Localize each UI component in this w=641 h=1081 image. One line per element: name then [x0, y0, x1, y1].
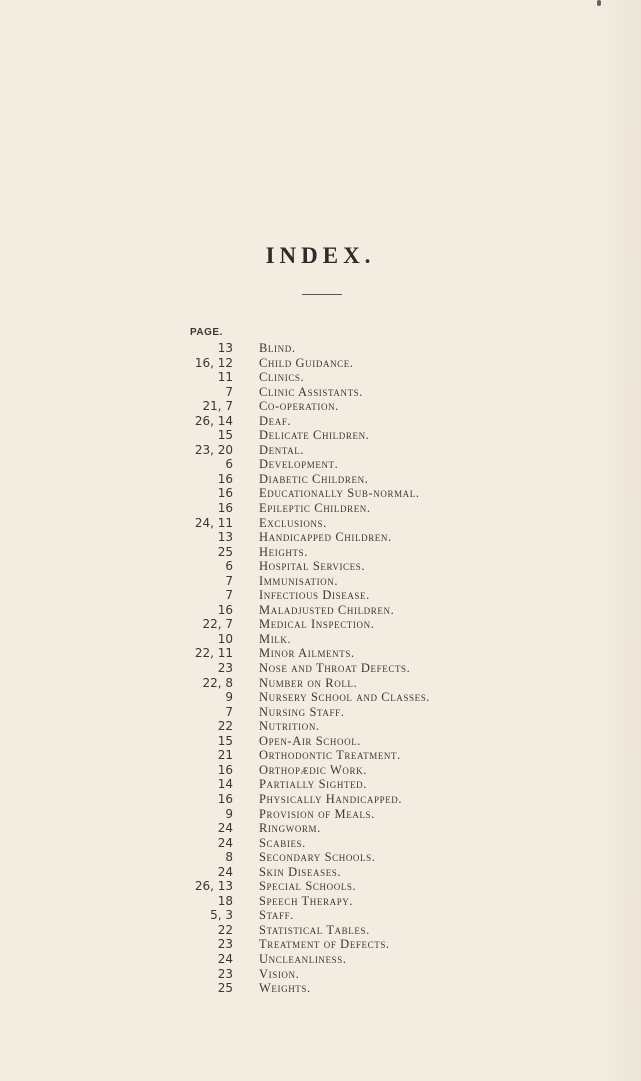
index-entry	[170, 908, 430, 923]
index-page-number: 22	[217, 922, 233, 937]
index-subject: Heights.	[259, 544, 308, 559]
index-entry	[170, 414, 430, 429]
index-page-number: 7	[225, 588, 233, 603]
index-entry	[170, 443, 430, 458]
ink-speck	[597, 0, 601, 6]
index-subject: Uncleanliness.	[259, 951, 347, 966]
index-page-number: 16, 12	[194, 355, 233, 370]
index-subject: Clinics.	[259, 370, 305, 385]
page-column-heading: PAGE.	[190, 327, 223, 338]
index-entry	[170, 792, 430, 807]
index-page-number: 16	[217, 791, 233, 806]
index-entry	[170, 763, 430, 778]
index-page-number: 16	[217, 602, 233, 617]
index-page-number: 24	[217, 835, 233, 850]
index-entry	[170, 777, 430, 792]
index-page-number: 9	[225, 806, 233, 821]
index-page-number: 24	[217, 951, 233, 966]
index-subject: Dental.	[259, 442, 305, 457]
index-subject: Development.	[259, 457, 339, 472]
index-subject: Weights.	[259, 981, 311, 996]
index-page-number: 22, 8	[202, 675, 233, 690]
index-subject: Blind.	[259, 341, 296, 355]
index-page-number: 21	[217, 748, 233, 763]
index-page-number: 16	[217, 762, 233, 777]
index-page-number: 7	[225, 573, 233, 588]
index-subject: Secondary Schools.	[259, 850, 376, 865]
index-page-number: 13	[217, 530, 233, 545]
index-entry	[170, 356, 430, 371]
index-entry	[170, 967, 430, 982]
index-entry	[170, 516, 430, 531]
index-subject: Orthodontic Treatment.	[259, 748, 401, 763]
index-entry	[170, 719, 430, 734]
index-page-number: 24	[217, 821, 233, 836]
index-subject: Treatment of Defects.	[259, 937, 390, 952]
index-subject: Infectious Disease.	[259, 588, 370, 603]
index-entry	[170, 559, 430, 574]
index-page-number: 7	[225, 704, 233, 719]
index-subject: Nose and Throat Defects.	[259, 661, 411, 676]
index-page-number: 14	[217, 777, 233, 792]
index-entry	[170, 748, 430, 763]
index-entry	[170, 865, 430, 880]
index-page-number: 26, 13	[194, 879, 233, 894]
index-entry	[170, 617, 430, 632]
index-subject: Vision.	[259, 966, 300, 981]
index-entry	[170, 545, 430, 560]
index-entry	[170, 836, 430, 851]
index-page-number: 24, 11	[194, 515, 233, 530]
index-entry	[170, 385, 430, 400]
index-subject: Minor Ailments.	[259, 646, 355, 661]
page-edge-shadow	[601, 0, 641, 1081]
index-page-number: 7	[225, 384, 233, 399]
index-page-number: 23, 20	[194, 442, 233, 457]
index-subject: Handicapped Children.	[259, 530, 392, 545]
index-page-number: 23	[217, 937, 233, 952]
index-entry	[170, 690, 430, 705]
index-page-number: 15	[217, 428, 233, 443]
index-page-number: 11	[217, 370, 233, 385]
index-subject: Provision of Meals.	[259, 806, 375, 821]
index-entry	[170, 574, 430, 589]
index-page-number: 8	[225, 850, 233, 865]
page-title: INDEX.	[265, 243, 376, 269]
index-list	[170, 341, 430, 996]
index-page-number: 16	[217, 486, 233, 501]
index-page-number: 15	[217, 733, 233, 748]
index-subject: Statistical Tables.	[259, 922, 370, 937]
index-entry	[170, 894, 430, 909]
index-subject: Number on Roll.	[259, 675, 358, 690]
index-subject: Nutrition.	[259, 719, 320, 734]
index-entry	[170, 981, 430, 996]
index-page-number: 23	[217, 966, 233, 981]
index-page-number: 25	[217, 544, 233, 559]
index-subject: Maladjusted Children.	[259, 602, 395, 617]
index-entry	[170, 923, 430, 938]
index-entry	[170, 661, 430, 676]
index-subject: Physically Handicapped.	[259, 791, 403, 806]
index-entry	[170, 370, 430, 385]
title-rule	[302, 294, 342, 295]
index-subject: Scabies.	[259, 835, 306, 850]
index-page-number: 25	[217, 981, 233, 996]
index-page-number: 10	[217, 631, 233, 646]
index-entry	[170, 646, 430, 661]
index-subject: Orthopædic Work.	[259, 762, 367, 777]
index-subject: Open-Air School.	[259, 733, 362, 748]
index-page-number: 22	[217, 719, 233, 734]
index-page-number: 13	[217, 341, 233, 355]
index-subject: Partially Sighted.	[259, 777, 367, 792]
index-entry	[170, 501, 430, 516]
index-page-number: 23	[217, 661, 233, 676]
index-page-number: 18	[217, 893, 233, 908]
index-entry	[170, 603, 430, 618]
index-entry	[170, 807, 430, 822]
index-entry	[170, 705, 430, 720]
index-entry	[170, 428, 430, 443]
index-subject: Child Guidance.	[259, 355, 354, 370]
index-subject: Deaf.	[259, 413, 292, 428]
index-page-number: 6	[225, 559, 233, 574]
index-entry	[170, 472, 430, 487]
index-subject: Milk.	[259, 631, 292, 646]
index-page-number: 24	[217, 864, 233, 879]
index-subject: Speech Therapy.	[259, 893, 354, 908]
index-page-number: 16	[217, 501, 233, 516]
index-entry	[170, 821, 430, 836]
index-subject: Educationally Sub-normal.	[259, 486, 420, 501]
index-subject: Hospital Services.	[259, 559, 366, 574]
index-subject: Nursing Staff.	[259, 704, 345, 719]
index-page-number: 5, 3	[210, 908, 233, 923]
index-subject: Ringworm.	[259, 821, 321, 836]
index-subject: Co-operation.	[259, 399, 339, 414]
index-subject: Staff.	[259, 908, 294, 923]
index-entry	[170, 399, 430, 414]
index-subject: Exclusions.	[259, 515, 327, 530]
index-entry	[170, 937, 430, 952]
index-subject: Medical Inspection.	[259, 617, 375, 632]
index-subject: Skin Diseases.	[259, 864, 342, 879]
index-entry	[170, 676, 430, 691]
index-subject: Delicate Children.	[259, 428, 370, 443]
index-entry	[170, 632, 430, 647]
index-subject: Special Schools.	[259, 879, 357, 894]
index-page-number: 9	[225, 690, 233, 705]
index-page-number: 21, 7	[202, 399, 233, 414]
index-entry	[170, 952, 430, 967]
index-entry	[170, 341, 430, 356]
index-entry	[170, 457, 430, 472]
index-subject: Nursery School and Classes.	[259, 690, 431, 705]
index-entry	[170, 850, 430, 865]
index-entry	[170, 734, 430, 749]
index-subject: Immunisation.	[259, 573, 339, 588]
index-page-number: 22, 11	[194, 646, 233, 661]
index-subject: Diabetic Children.	[259, 471, 369, 486]
index-entry	[170, 879, 430, 894]
index-entry	[170, 486, 430, 501]
index-page-number: 16	[217, 471, 233, 486]
index-entry	[170, 530, 430, 545]
index-subject: Epileptic Children.	[259, 501, 371, 516]
index-subject: Clinic Assistants.	[259, 384, 364, 399]
index-entry	[170, 588, 430, 603]
index-page-number: 26, 14	[194, 413, 233, 428]
index-page-number: 22, 7	[202, 617, 233, 632]
index-page-number: 6	[225, 457, 233, 472]
